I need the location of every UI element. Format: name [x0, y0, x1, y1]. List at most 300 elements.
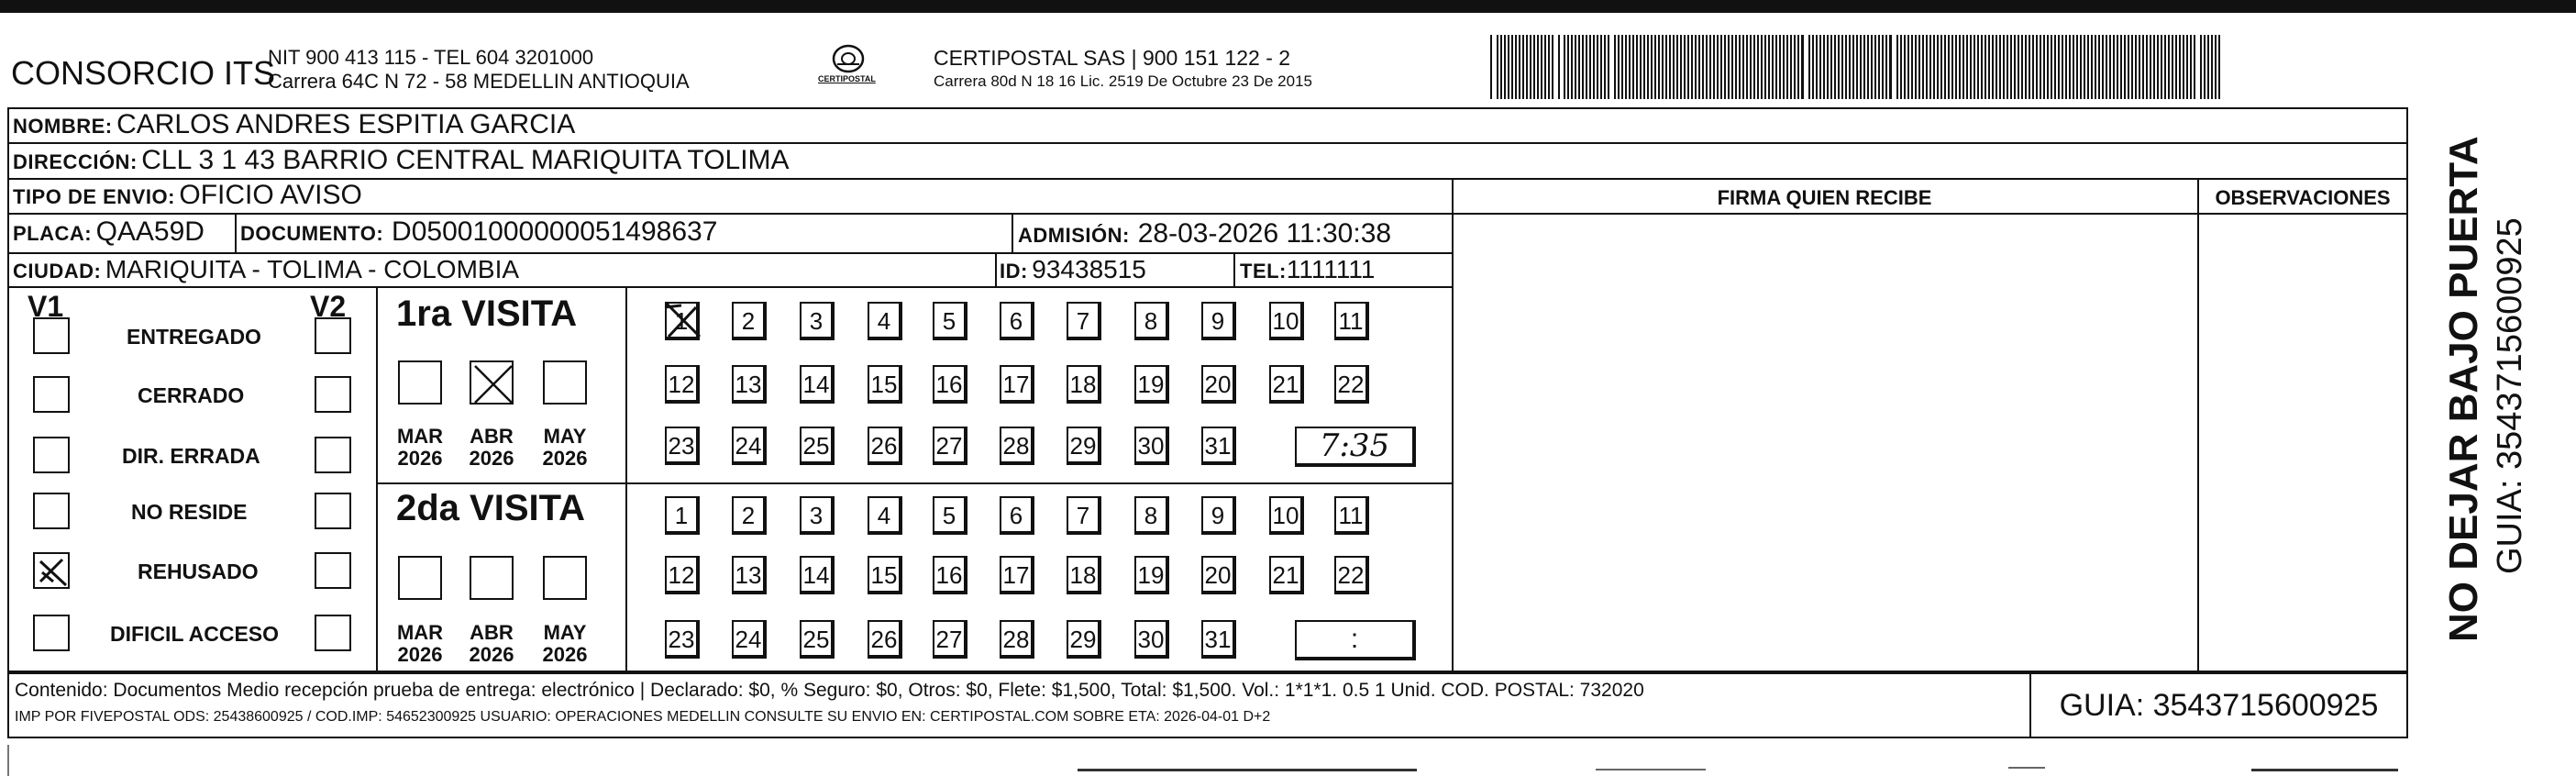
day-checkbox[interactable]: 25	[800, 427, 835, 465]
day-checkbox[interactable]: 1	[665, 496, 700, 535]
day-checkbox[interactable]: 19	[1134, 556, 1169, 594]
month-name: ABR	[470, 425, 514, 448]
courier-address: Carrera 80d N 18 16 Lic. 2519 De Octubre 23 De 2015	[934, 72, 1312, 90]
day-checkbox[interactable]: 13	[732, 556, 767, 594]
day-checkbox[interactable]: 2	[732, 302, 767, 340]
company-address: Carrera 64C N 72 - 58 MEDELLIN ANTIOQUIA	[268, 70, 690, 93]
barcode-bar	[2179, 35, 2181, 99]
admision-field	[1018, 220, 1391, 248]
guia-box: GUIA: 3543715600925	[2059, 688, 2379, 723]
day-checkbox[interactable]: 25	[800, 620, 835, 659]
barcode-bar	[2095, 35, 2096, 99]
day-checkbox[interactable]: 15	[868, 365, 902, 404]
barcode-bar	[1816, 35, 1818, 99]
month-checkbox[interactable]	[543, 556, 587, 600]
v2-checkbox[interactable]	[315, 437, 351, 473]
barcode-bar	[2207, 35, 2209, 99]
ciudad-field	[13, 257, 519, 283]
barcode-bar	[1647, 35, 1649, 99]
barcode-bar	[1621, 35, 1623, 99]
firma-header: FIRMA QUIEN RECIBE	[1717, 186, 1932, 209]
barcode-bar	[1511, 35, 1513, 99]
day-checkbox[interactable]: 16	[933, 365, 967, 404]
barcode-bar	[1918, 35, 1920, 99]
day-checkbox[interactable]: 23	[665, 620, 700, 659]
tipo-field	[13, 182, 362, 209]
barcode-bar	[1900, 35, 1902, 99]
side-guia: GUIA: 3543715600925	[2491, 217, 2529, 574]
barcode-bar	[1761, 35, 1763, 99]
barcode-bar	[1702, 35, 1704, 99]
tel-label: TEL:	[1240, 260, 1287, 283]
certipostal-logo-icon	[807, 42, 890, 97]
day-checkbox[interactable]: 18	[1067, 556, 1101, 594]
barcode-bar	[1981, 35, 1983, 99]
month-name: MAR	[396, 425, 444, 448]
barcode-bar	[1575, 35, 1576, 99]
month-checkbox[interactable]	[398, 360, 442, 405]
barcode-bar	[2069, 35, 2071, 99]
month-year: 2026	[469, 643, 514, 666]
barcode-bar	[1695, 35, 1697, 99]
barcode-bar	[1750, 35, 1752, 99]
barcode-bar	[1827, 35, 1829, 99]
barcode-bar	[2084, 35, 2085, 99]
barcode-bar	[1717, 35, 1719, 99]
row-line	[1452, 213, 2408, 215]
barcode-bar	[2102, 35, 2104, 99]
v2-checkbox[interactable]	[315, 615, 351, 651]
barcode-bar	[1658, 35, 1660, 99]
barcode-bar	[1519, 35, 1520, 99]
barcode-bar	[2200, 35, 2202, 99]
barcode-bar	[2043, 35, 2045, 99]
day-checkbox[interactable]: 15	[868, 556, 902, 594]
barcode-bar	[1970, 35, 1972, 99]
barcode-bar	[1790, 35, 1792, 99]
day-checkbox[interactable]: 20	[1201, 556, 1236, 594]
barcode-bar	[1753, 35, 1755, 99]
barcode-bar	[1687, 35, 1689, 99]
barcode-bar	[1878, 35, 1880, 99]
day-checkbox[interactable]: 6	[1000, 496, 1034, 535]
barcode-bar	[1926, 35, 1928, 99]
barcode-bar	[1996, 35, 1997, 99]
barcode-bar	[1973, 35, 1975, 99]
barcode-bar	[2106, 35, 2107, 99]
barcode-bar	[1944, 35, 1946, 99]
scan-artifact	[1596, 769, 1706, 770]
barcode-bar	[2131, 35, 2133, 99]
status-divider	[376, 286, 378, 672]
day-checkbox[interactable]: 22	[1334, 556, 1369, 594]
barcode-bar	[2018, 35, 2019, 99]
barcode-bar	[1871, 35, 1873, 99]
admision-label: ADMISIÓN:	[1018, 224, 1130, 247]
scan-artifact	[7, 745, 9, 776]
barcode-bar	[1867, 35, 1869, 99]
day-checkbox[interactable]: 11	[1334, 302, 1369, 340]
barcode-bar	[2146, 35, 2148, 99]
barcode-bar	[1933, 35, 1935, 99]
scan-artifact	[2251, 769, 2398, 771]
tel-field	[1240, 257, 1375, 283]
second-visit-title: 2da VISITA	[396, 488, 585, 528]
barcode-bar	[2036, 35, 2038, 99]
barcode-bar	[1720, 35, 1722, 99]
month-checkbox[interactable]	[470, 360, 514, 405]
barcode-bar	[1567, 35, 1569, 99]
day-checkbox[interactable]: 21	[1269, 556, 1304, 594]
barcode-bar	[1808, 35, 1810, 99]
barcode-bar	[1614, 35, 1616, 99]
month-year: 2026	[397, 447, 443, 470]
barcode-bar	[1582, 35, 1584, 99]
row-line	[7, 142, 2408, 144]
barcode-bar	[1794, 35, 1796, 99]
barcode-bar	[1775, 35, 1777, 99]
barcode-bar	[1735, 35, 1737, 99]
placa-field	[13, 218, 205, 246]
day-checkbox[interactable]: 4	[868, 302, 902, 340]
day-checkbox[interactable]: 10	[1269, 302, 1304, 340]
day-checkbox[interactable]: 5	[933, 496, 967, 535]
id-divider	[995, 252, 997, 286]
barcode-bar	[1764, 35, 1766, 99]
day-checkbox[interactable]: 24	[732, 620, 767, 659]
month-checkbox[interactable]	[398, 556, 442, 600]
v2-label: V2	[310, 290, 347, 323]
month-label	[459, 426, 524, 470]
v1-checkbox[interactable]	[33, 552, 70, 589]
status-option-label: NO RESIDE	[131, 500, 248, 524]
barcode-bar	[1922, 35, 1924, 99]
barcode-bar	[1504, 35, 1506, 99]
barcode-bar	[2117, 35, 2118, 99]
v1-checkbox[interactable]	[33, 615, 70, 651]
barcode-bar	[1742, 35, 1744, 99]
day-checkbox[interactable]: 21	[1269, 365, 1304, 404]
barcode-bar	[1597, 35, 1598, 99]
status-option-label: DIFICIL ACCESO	[110, 622, 280, 646]
barcode-bar	[1929, 35, 1931, 99]
barcode-bar	[1508, 35, 1509, 99]
v1-label: V1	[28, 290, 64, 323]
day-checkbox[interactable]: 24	[732, 427, 767, 465]
courier-line: CERTIPOSTAL SAS | 900 151 122 - 2	[934, 46, 1291, 70]
barcode-bar	[1985, 35, 1986, 99]
time-box[interactable]: 7:35	[1295, 427, 1416, 467]
barcode-bar	[1548, 35, 1550, 99]
v1-checkbox[interactable]	[33, 437, 70, 473]
barcode-bar	[1533, 35, 1535, 99]
barcode-bar	[1600, 35, 1602, 99]
nombre-label: NOMBRE:	[13, 115, 113, 138]
month-year: 2026	[469, 447, 514, 470]
status-option-label: DIR. ERRADA	[122, 444, 260, 468]
barcode-bar	[2139, 35, 2140, 99]
barcode-bar	[2054, 35, 2056, 99]
first-visit-title: 1ra VISITA	[396, 294, 578, 334]
obs-divider	[2197, 178, 2199, 672]
day-checkbox[interactable]: 11	[1334, 496, 1369, 535]
company-name: CONSORCIO ITS	[11, 54, 276, 92]
barcode-bar	[2211, 35, 2213, 99]
day-checkbox[interactable]: 26	[868, 620, 902, 659]
barcode-bar	[1724, 35, 1726, 99]
barcode-bar	[1801, 35, 1804, 99]
day-checkbox[interactable]: 27	[933, 427, 967, 465]
barcode-bar	[2029, 35, 2030, 99]
barcode-bar	[2113, 35, 2115, 99]
barcode-bar	[2128, 35, 2129, 99]
month-name: MAR	[396, 621, 444, 644]
day-checkbox[interactable]: 1	[665, 302, 700, 340]
day-checkbox[interactable]: 22	[1334, 365, 1369, 404]
barcode-bar	[2172, 35, 2173, 99]
barcode-bar	[1713, 35, 1715, 99]
barcode-bar	[1911, 35, 1913, 99]
day-checkbox[interactable]: 17	[1000, 556, 1034, 594]
barcode-bar	[1680, 35, 1682, 99]
barcode-bar	[1604, 35, 1606, 99]
barcode-bar	[1571, 35, 1573, 99]
barcode-bar	[2194, 35, 2195, 99]
barcode-bar	[2010, 35, 2012, 99]
day-checkbox[interactable]: 29	[1067, 427, 1101, 465]
barcode-bar	[2021, 35, 2023, 99]
barcode-bar	[1852, 35, 1854, 99]
month-label	[533, 622, 597, 666]
day-checkbox[interactable]: 12	[665, 556, 700, 594]
barcode-bar	[1992, 35, 1994, 99]
barcode-bar	[1629, 35, 1631, 99]
barcode-bar	[2164, 35, 2166, 99]
barcode-bar	[2098, 35, 2100, 99]
barcode-bar	[1625, 35, 1627, 99]
v2-checkbox[interactable]	[315, 493, 351, 529]
barcode-bar	[1959, 35, 1961, 99]
barcode-bar	[1643, 35, 1645, 99]
day-checkbox[interactable]: 13	[732, 365, 767, 404]
day-checkbox[interactable]: 30	[1134, 427, 1169, 465]
day-checkbox[interactable]: 18	[1067, 365, 1101, 404]
barcode-bar	[2142, 35, 2144, 99]
barcode-bar	[1882, 35, 1884, 99]
day-checkbox[interactable]: 6	[1000, 302, 1034, 340]
barcode-bar	[1915, 35, 1917, 99]
day-checkbox[interactable]: 10	[1269, 496, 1304, 535]
barcode-bar	[1849, 35, 1851, 99]
month-label	[533, 426, 597, 470]
barcode-bar	[1691, 35, 1693, 99]
day-checkbox[interactable]: 2	[732, 496, 767, 535]
barcode-bar	[1636, 35, 1638, 99]
barcode-bar	[2215, 35, 2217, 99]
admision-value: 28-03-2026 11:30:38	[1137, 218, 1392, 249]
day-checkbox[interactable]: 16	[933, 556, 967, 594]
day-checkbox[interactable]: 30	[1134, 620, 1169, 659]
barcode-bar	[2014, 35, 2016, 99]
documento-label: DOCUMENTO:	[240, 222, 384, 245]
barcode-bar	[1673, 35, 1675, 99]
day-checkbox[interactable]: 9	[1201, 496, 1236, 535]
barcode-bar	[2161, 35, 2162, 99]
day-checkbox[interactable]: 12	[665, 365, 700, 404]
visit-divider	[625, 286, 627, 672]
barcode-bar	[2025, 35, 2027, 99]
barcode-bar	[1999, 35, 2001, 99]
day-checkbox[interactable]: 19	[1134, 365, 1169, 404]
barcode-bar	[2091, 35, 2093, 99]
barcode-bar	[1497, 35, 1498, 99]
barcode-bar	[1977, 35, 1979, 99]
barcode-bar	[1966, 35, 1968, 99]
barcode-bar	[2190, 35, 2192, 99]
documento-value: D05001000000051498637	[392, 216, 718, 247]
day-checkbox[interactable]: 3	[800, 496, 835, 535]
barcode-bar	[1746, 35, 1748, 99]
day-checkbox[interactable]: 8	[1134, 496, 1169, 535]
direccion-value: CLL 3 1 43 BARRIO CENTRAL MARIQUITA TOLIMA	[141, 145, 790, 175]
barcode-bar	[2058, 35, 2060, 99]
barcode-bar	[1786, 35, 1788, 99]
placa-value: QAA59D	[95, 216, 205, 247]
barcode-bar	[1885, 35, 1887, 99]
row-line	[7, 178, 2408, 180]
month-checkbox[interactable]	[470, 556, 514, 600]
day-checkbox[interactable]: 5	[933, 302, 967, 340]
barcode-bar	[2073, 35, 2074, 99]
v1-checkbox[interactable]	[33, 317, 70, 354]
day-checkbox[interactable]: 23	[665, 427, 700, 465]
barcode-bar	[2175, 35, 2177, 99]
id-value: 93438515	[1032, 255, 1146, 283]
barcode-bar	[2153, 35, 2155, 99]
barcode-bar	[1558, 35, 1560, 99]
barcode-bar	[1593, 35, 1595, 99]
day-checkbox[interactable]: 17	[1000, 365, 1034, 404]
barcode-bar	[1640, 35, 1642, 99]
barcode-bar	[2087, 35, 2089, 99]
barcode-bar	[2080, 35, 2082, 99]
day-checkbox[interactable]: 14	[800, 365, 835, 404]
barcode-bar	[1845, 35, 1847, 99]
barcode-bar	[1823, 35, 1825, 99]
barcode-bar	[1955, 35, 1957, 99]
v1-checkbox[interactable]	[33, 376, 70, 413]
month-year: 2026	[542, 447, 588, 470]
barcode-bar	[2157, 35, 2159, 99]
day-checkbox[interactable]: 7	[1067, 302, 1101, 340]
barcode-bar	[1731, 35, 1733, 99]
day-checkbox[interactable]: 9	[1201, 302, 1236, 340]
day-checkbox[interactable]: 4	[868, 496, 902, 535]
day-checkbox[interactable]: 29	[1067, 620, 1101, 659]
nit-line: NIT 900 413 115 - TEL 604 3201000	[268, 46, 594, 69]
barcode-bar	[1684, 35, 1686, 99]
ciudad-value: MARIQUITA - TOLIMA - COLOMBIA	[105, 255, 520, 283]
barcode-bar	[1907, 35, 1909, 99]
day-checkbox[interactable]: 20	[1201, 365, 1236, 404]
barcode-bar	[2032, 35, 2034, 99]
time-box[interactable]: :	[1295, 620, 1416, 660]
barcode-bar	[1490, 35, 1492, 99]
barcode-bar	[1728, 35, 1730, 99]
barcode-bar	[2076, 35, 2078, 99]
barcode-bar	[1544, 35, 1546, 99]
barcode-bar	[1541, 35, 1542, 99]
id-field	[1000, 257, 1146, 283]
barcode-bar	[1676, 35, 1678, 99]
barcode-bar	[1662, 35, 1664, 99]
tipo-label: TIPO DE ENVIO:	[13, 185, 175, 208]
day-checkbox[interactable]: 31	[1201, 620, 1236, 659]
barcode-bar	[1564, 35, 1565, 99]
barcode-bar	[2065, 35, 2067, 99]
barcode	[1490, 35, 2224, 99]
direccion-field	[13, 147, 790, 174]
v2-checkbox[interactable]	[315, 376, 351, 413]
month-checkbox[interactable]	[543, 360, 587, 405]
day-checkbox[interactable]: 31	[1201, 427, 1236, 465]
barcode-bar	[1830, 35, 1832, 99]
placa-divider	[235, 213, 237, 252]
barcode-bar	[2047, 35, 2049, 99]
day-checkbox[interactable]: 28	[1000, 427, 1034, 465]
v1-checkbox[interactable]	[33, 493, 70, 529]
barcode-bar	[1838, 35, 1840, 99]
side-warning: NO DEJAR BAJO PUERTA	[2441, 136, 2486, 642]
barcode-bar	[1651, 35, 1653, 99]
barcode-bar	[1665, 35, 1667, 99]
month-name: ABR	[470, 621, 514, 644]
direccion-label: DIRECCIÓN:	[13, 150, 138, 173]
barcode-bar	[2007, 35, 2008, 99]
day-checkbox[interactable]: 14	[800, 556, 835, 594]
barcode-bar	[1863, 35, 1865, 99]
barcode-bar	[1706, 35, 1708, 99]
month-label	[459, 622, 524, 666]
day-checkbox[interactable]: 28	[1000, 620, 1034, 659]
barcode-bar	[2150, 35, 2151, 99]
barcode-bar	[1856, 35, 1858, 99]
contenido-text: Contenido: Documentos Medio recepción prueba de entrega: electrónico | Declarado: $0, % Seguro: $0, Otros: $0, Flete: $1,500, Total: $1,500. Vol.: 1*1*1. 0.5 1 Unid. COD. POSTAL: 732020	[15, 680, 1644, 701]
day-checkbox[interactable]: 3	[800, 302, 835, 340]
barcode-bar	[2124, 35, 2126, 99]
barcode-bar	[1988, 35, 1990, 99]
status-option-label: REHUSADO	[138, 560, 259, 583]
barcode-bar	[2204, 35, 2206, 99]
id-label: ID:	[1000, 260, 1028, 283]
month-year: 2026	[542, 643, 588, 666]
barcode-bar	[1757, 35, 1759, 99]
day-checkbox[interactable]: 27	[933, 620, 967, 659]
day-checkbox[interactable]: 26	[868, 427, 902, 465]
barcode-bar	[2183, 35, 2184, 99]
barcode-bar	[1937, 35, 1939, 99]
barcode-bar	[1860, 35, 1862, 99]
v2-checkbox[interactable]	[315, 317, 351, 354]
barcode-bar	[2109, 35, 2111, 99]
v2-checkbox[interactable]	[315, 552, 351, 589]
row-line	[7, 286, 1452, 288]
status-option-label: CERRADO	[138, 383, 245, 407]
day-checkbox[interactable]: 8	[1134, 302, 1169, 340]
day-checkbox[interactable]: 7	[1067, 496, 1101, 535]
barcode-bar	[1537, 35, 1539, 99]
barcode-bar	[2218, 35, 2220, 99]
